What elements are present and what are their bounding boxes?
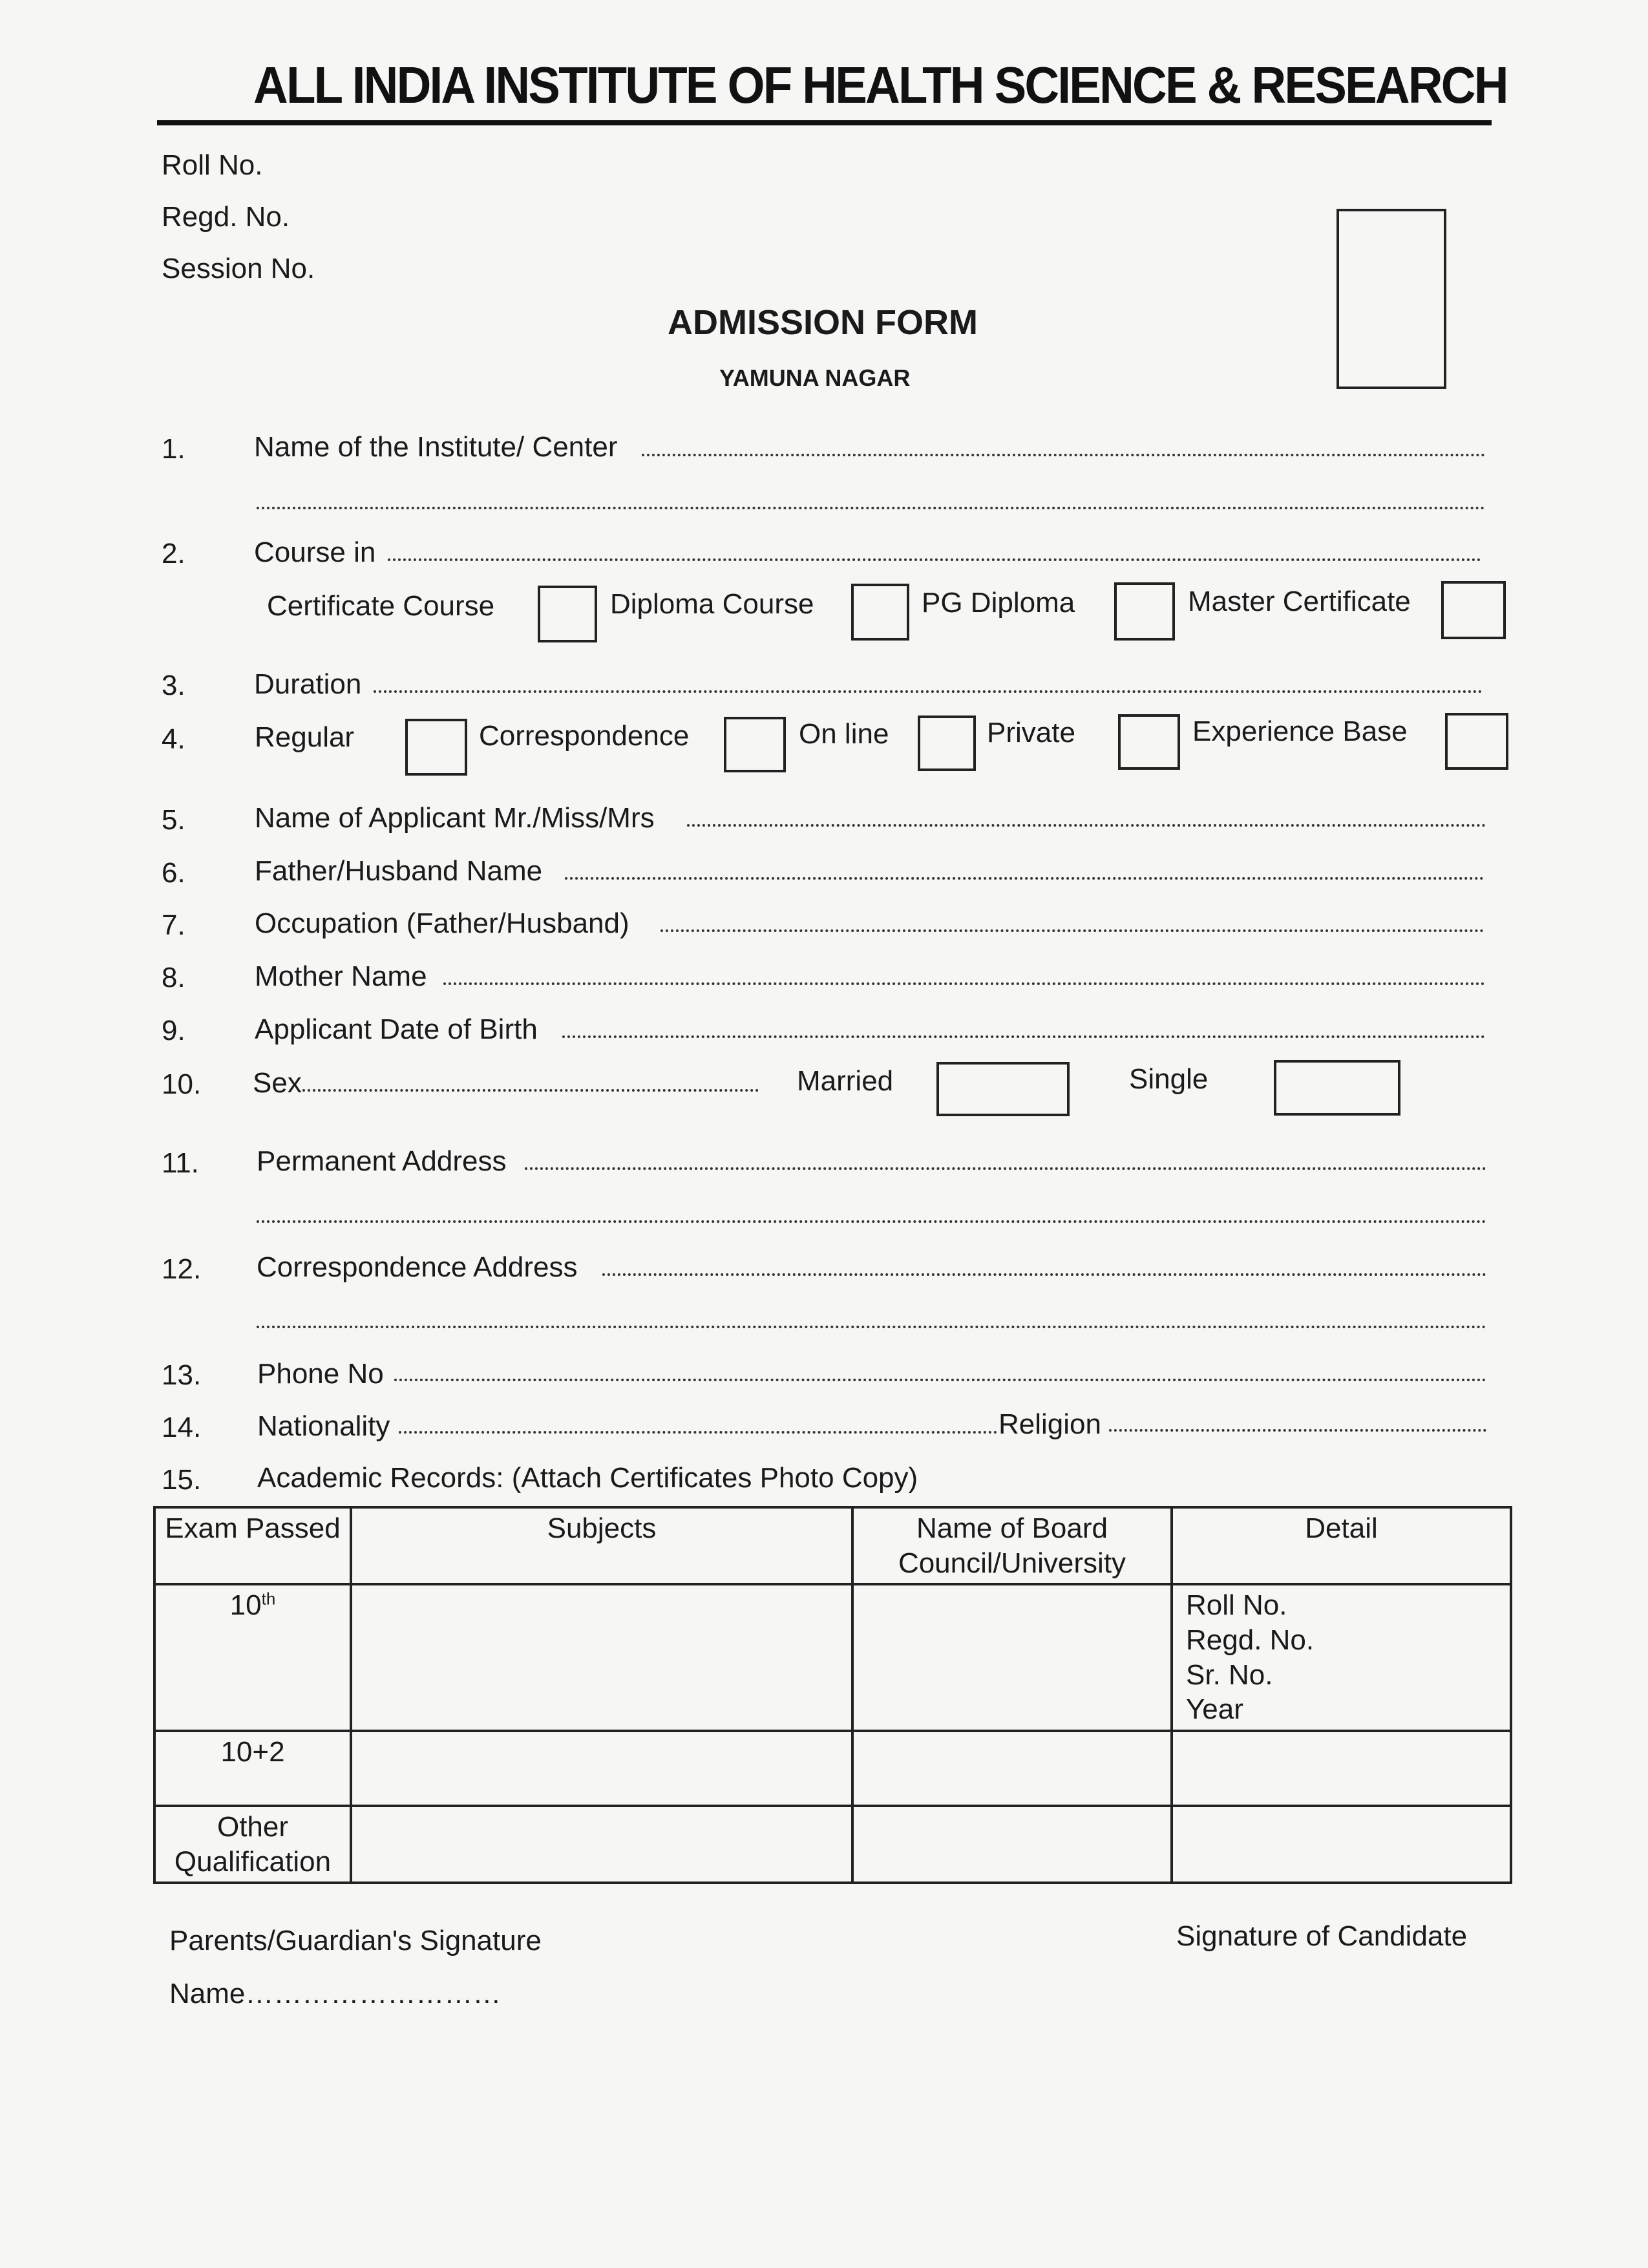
field-12-number: 12.	[162, 1253, 202, 1285]
course-certificate-checkbox[interactable]	[538, 586, 597, 642]
religion-line[interactable]	[1109, 1429, 1486, 1432]
exam-other: Other Qualification	[154, 1806, 351, 1883]
detail-sr-no: Sr. No.	[1186, 1659, 1273, 1691]
exam-10th	[154, 1584, 351, 1731]
field-8-line[interactable]	[443, 982, 1485, 985]
institute-title: ALL INDIA INSTITUTE OF HEALTH SCIENCE & RESEARCH	[253, 56, 1507, 114]
name-label	[169, 1980, 501, 2008]
field-11-line[interactable]	[525, 1167, 1486, 1170]
field-13-number: 13.	[162, 1359, 202, 1391]
field-9-label: Applicant Date of Birth	[255, 1013, 538, 1045]
field-11-line-2[interactable]	[257, 1220, 1486, 1223]
field-11-number: 11.	[162, 1147, 199, 1179]
title-rule	[157, 120, 1492, 125]
single-checkbox[interactable]	[1274, 1060, 1400, 1116]
field-5-number: 5.	[162, 804, 185, 836]
field-1-line-2[interactable]	[257, 507, 1485, 509]
course-master-label: Master Certificate	[1188, 586, 1411, 617]
exam-10th-suffix: th	[261, 1589, 276, 1609]
field-5-label: Name of Applicant Mr./Miss/Mrs	[255, 802, 655, 834]
field-14-label: Nationality	[257, 1410, 390, 1442]
mode-experience-label: Experience Base	[1192, 715, 1408, 747]
mode-private-label: Private	[987, 717, 1075, 748]
regd-no-label: Regd. No.	[162, 201, 290, 233]
detail-year: Year	[1186, 1693, 1243, 1726]
detail-10-2-cell[interactable]	[1172, 1731, 1511, 1806]
field-15-label: Academic Records: (Attach Certificates Photo Copy)	[257, 1462, 918, 1494]
course-certificate-label: Certificate Course	[267, 590, 495, 622]
course-master-checkbox[interactable]	[1441, 581, 1506, 639]
subjects-other-cell[interactable]	[351, 1806, 852, 1883]
exam-10th-value: 10	[229, 1589, 262, 1622]
field-13-label: Phone No	[257, 1358, 384, 1390]
name-label-text: Name	[169, 1978, 246, 2009]
field-5-line[interactable]	[687, 824, 1486, 827]
field-14-number: 14.	[162, 1412, 202, 1443]
field-1-line[interactable]	[642, 454, 1485, 456]
field-10-label: Sex	[253, 1067, 302, 1099]
field-12-line-2[interactable]	[257, 1326, 1486, 1328]
mode-online-label: On line	[799, 718, 889, 750]
field-2-label: Course in	[254, 536, 376, 568]
header-subjects: Subjects	[351, 1507, 852, 1584]
field-12-label: Correspondence Address	[257, 1251, 578, 1283]
course-diploma-checkbox[interactable]	[851, 584, 909, 641]
course-diploma-label: Diploma Course	[610, 588, 814, 620]
sex-line[interactable]	[302, 1089, 759, 1092]
course-pg-diploma-label: PG Diploma	[922, 587, 1075, 619]
field-1-number: 1.	[162, 433, 185, 465]
field-2-line[interactable]	[388, 558, 1481, 561]
field-7-label: Occupation (Father/Husband)	[255, 907, 629, 939]
header-detail: Detail	[1172, 1507, 1511, 1584]
field-2-number: 2.	[162, 538, 185, 569]
photo-box[interactable]	[1336, 209, 1446, 389]
table-row	[154, 1584, 1511, 1731]
detail-roll-no: Roll No.	[1186, 1589, 1287, 1622]
session-no-label: Session No.	[162, 253, 315, 284]
field-12-line[interactable]	[602, 1273, 1486, 1276]
detail-other-cell[interactable]	[1172, 1806, 1511, 1883]
field-8-label: Mother Name	[255, 960, 427, 992]
candidate-signature-label: Signature of Candidate	[1176, 1920, 1468, 1952]
mode-private-checkbox[interactable]	[1118, 714, 1180, 770]
board-10th-cell[interactable]	[852, 1584, 1172, 1731]
field-9-line[interactable]	[562, 1035, 1485, 1038]
location-label: YAMUNA NAGAR	[719, 365, 911, 391]
single-label: Single	[1129, 1063, 1209, 1095]
detail-regd-no: Regd. No.	[1186, 1624, 1315, 1657]
field-4-number: 4.	[162, 723, 185, 755]
field-3-line[interactable]	[374, 690, 1483, 693]
mode-correspondence-label: Correspondence	[479, 720, 690, 752]
subjects-10-2-cell[interactable]	[351, 1731, 852, 1806]
table-row	[154, 1731, 1511, 1806]
nationality-line[interactable]	[399, 1431, 997, 1434]
roll-no-label: Roll No.	[162, 149, 263, 181]
field-13-line[interactable]	[394, 1379, 1486, 1381]
mode-regular-label: Regular	[255, 721, 355, 753]
course-pg-diploma-checkbox[interactable]	[1114, 582, 1175, 641]
header-board: Name of Board Council/University	[852, 1507, 1172, 1584]
table-header-row	[154, 1507, 1511, 1584]
field-8-number: 8.	[162, 962, 185, 993]
field-3-label: Duration	[254, 668, 362, 700]
academic-records-table	[153, 1506, 1512, 1884]
field-9-number: 9.	[162, 1015, 185, 1046]
detail-10th-cell[interactable]	[1172, 1584, 1511, 1731]
field-3-number: 3.	[162, 670, 185, 701]
mode-online-checkbox[interactable]	[918, 715, 976, 771]
field-6-number: 6.	[162, 857, 185, 889]
married-checkbox[interactable]	[936, 1062, 1070, 1116]
table-row	[154, 1806, 1511, 1883]
field-7-line[interactable]	[660, 929, 1484, 932]
header-exam-passed: Exam Passed	[154, 1507, 351, 1584]
parents-signature-label: Parents/Guardian's Signature	[169, 1925, 542, 1956]
field-7-number: 7.	[162, 909, 185, 941]
married-label: Married	[797, 1065, 894, 1097]
mode-correspondence-checkbox[interactable]	[724, 717, 786, 772]
mode-experience-checkbox[interactable]	[1445, 713, 1508, 770]
field-1-label: Name of the Institute/ Center	[254, 431, 618, 463]
field-6-line[interactable]	[565, 877, 1484, 880]
field-15-number: 15.	[162, 1464, 202, 1496]
field-6-label: Father/Husband Name	[255, 855, 543, 887]
field-11-label: Permanent Address	[257, 1145, 507, 1177]
field-10-number: 10.	[162, 1068, 202, 1100]
religion-label: Religion	[998, 1408, 1101, 1440]
board-10-2-cell[interactable]	[852, 1731, 1172, 1806]
mode-regular-checkbox[interactable]	[405, 719, 467, 776]
subjects-10th-cell[interactable]	[351, 1584, 852, 1731]
board-other-cell[interactable]	[852, 1806, 1172, 1883]
form-title: ADMISSION FORM	[668, 303, 978, 342]
exam-10-2: 10+2	[154, 1731, 351, 1806]
name-dots[interactable]: ………………………	[245, 1978, 502, 2009]
